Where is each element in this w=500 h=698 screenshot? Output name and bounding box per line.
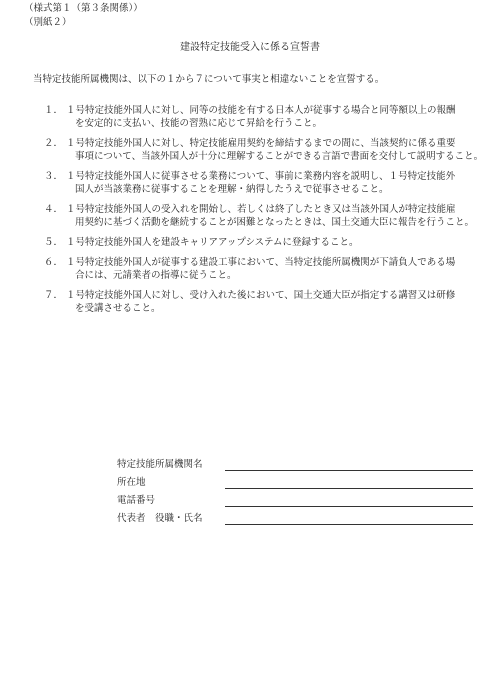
document-title: 建設特定技能受入に係る宣誓書 (180, 42, 320, 53)
pledge-number: ４． (44, 204, 64, 215)
pledge-number: ２． (44, 138, 64, 149)
pledge-text-line: １号特定技能外国人に対し、同等の技能を有する日本人が従事する場合と同等額以上の報酬 (66, 105, 456, 116)
phone-field[interactable] (225, 494, 473, 507)
pledge-text-line: １号特定技能外国人に対し、受け入れた後において、国土交通大臣が指定する講習又は研修 (66, 290, 456, 301)
pledge-text-line: 合には、元請業者の指導に従うこと。 (75, 270, 237, 281)
representative-label: 代表者 役職・氏名 (117, 513, 203, 524)
address-row (117, 473, 473, 489)
organization-name-field[interactable] (225, 458, 473, 471)
organization-name-label: 特定技能所属機関名 (117, 459, 203, 470)
representative-field[interactable] (225, 512, 473, 525)
pledge-number: ５． (44, 237, 64, 248)
attachment-label: （別紙２） (24, 17, 72, 28)
signature-block (117, 455, 473, 527)
pledge-item-6 (44, 256, 484, 282)
pledge-item-1 (44, 104, 484, 130)
pledge-item-2 (44, 137, 484, 163)
form-number-label: （様式第１（第３条関係）） (24, 3, 143, 14)
organization-name-row (117, 455, 473, 471)
phone-label: 電話番号 (117, 495, 156, 506)
pledge-text-line: １号特定技能外国人に従事させる業務について、事前に業務内容を説明し、１号特定技能外 (66, 171, 456, 182)
pledge-number: ６． (44, 257, 64, 268)
pledge-number: ７． (44, 290, 64, 301)
pledge-text-line: 事項について、当該外国人が十分に理解することができる言語で書面を交付して説明すること。 (75, 151, 484, 162)
pledge-list (44, 104, 484, 322)
pledge-text-line: １号特定技能外国人の受入れを開始し、若しくは終了したとき又は当該外国人が特定技能雇 (66, 204, 456, 215)
pledge-text-line: を安定的に支払い、技能の習熟に応じて昇給を行うこと。 (75, 118, 323, 129)
pledge-number: ３． (44, 171, 64, 182)
pledge-text-line: １号特定技能外国人が従事する建設工事において、当特定技能所属機関が下請負人である場 (66, 257, 456, 268)
pledge-item-4 (44, 203, 484, 229)
address-label: 所在地 (117, 477, 146, 488)
pledge-item-5 (44, 236, 484, 249)
pledge-text-line: 用契約に基づく活動を継続することが困難となったときは、国土交通大臣に報告を行うこと。 (75, 217, 475, 228)
pledge-text-line: 国人が当該業務に従事することを理解・納得したうえで従事させること。 (75, 184, 389, 195)
address-field[interactable] (225, 476, 473, 489)
pledge-text-line: を受講させること。 (75, 303, 161, 314)
pledge-item-3 (44, 170, 484, 196)
pledge-number: １． (44, 105, 64, 116)
phone-row (117, 491, 473, 507)
intro-statement: 当特定技能所属機関は、以下の１から７について事実と相違ないことを宣誓する。 (33, 74, 385, 85)
representative-row (117, 509, 473, 525)
pledge-item-7 (44, 289, 484, 315)
pledge-text-line: １号特定技能外国人を建設キャリアアップシステムに登録すること。 (66, 237, 359, 248)
pledge-text-line: １号特定技能外国人に対し、特定技能雇用契約を締結するまでの間に、当該契約に係る重要 (66, 138, 456, 149)
